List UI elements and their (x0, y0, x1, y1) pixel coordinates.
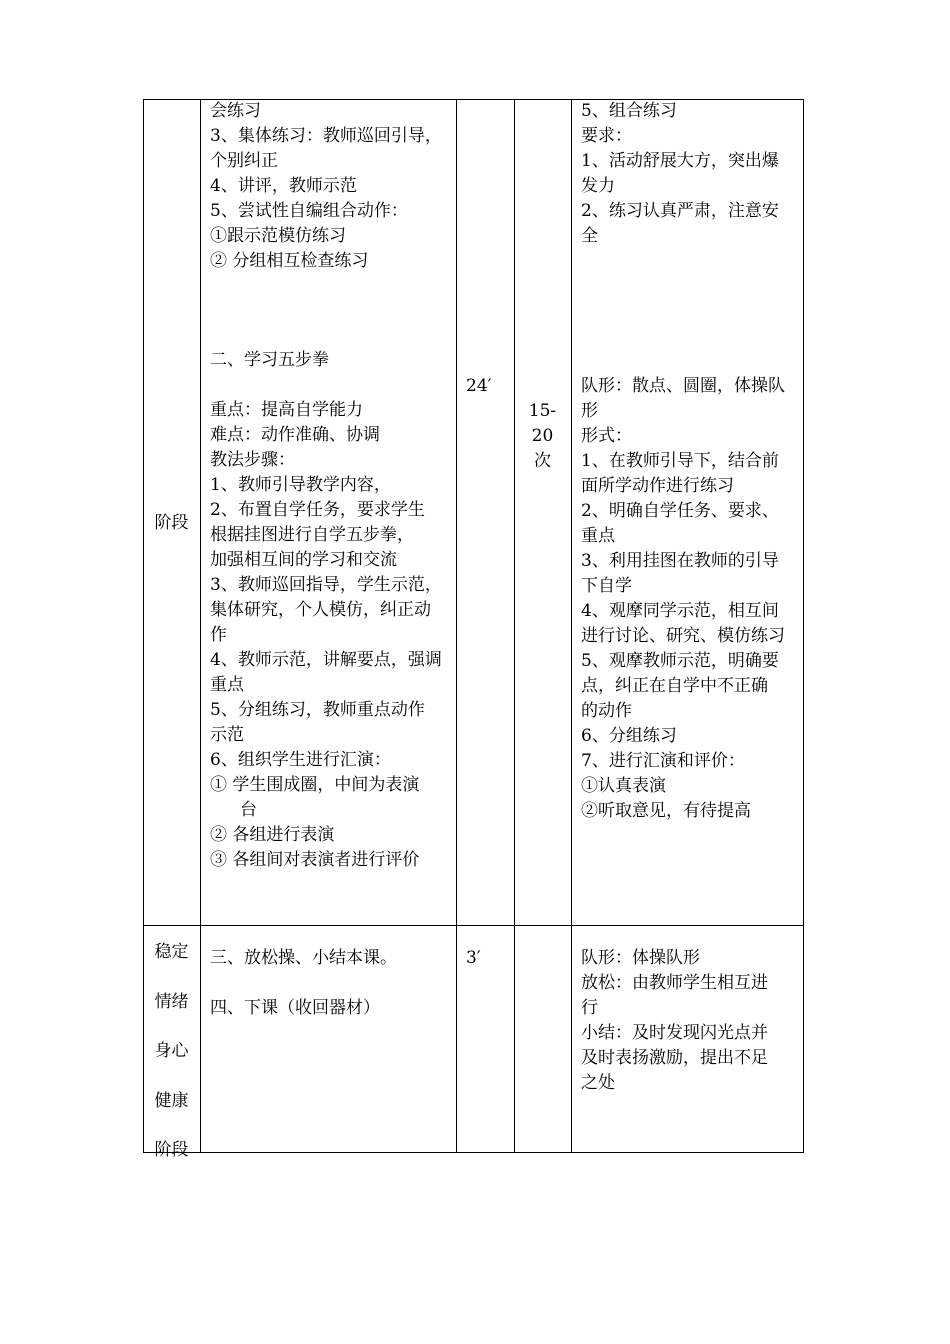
method-line: ②听取意见，有待提高 (581, 801, 751, 821)
table-border-right (803, 99, 804, 1153)
method-line: ①认真表演 (581, 776, 666, 796)
stage-label-char: 情绪 (154, 991, 189, 1012)
method-line: 点，纠正在自学中不正确 (581, 676, 768, 696)
time-cell (466, 946, 514, 971)
content-line: 重点：提高自学能力 (210, 400, 363, 420)
content-cell (210, 946, 454, 1021)
method-line: 1、活动舒展大方，突出爆 (581, 151, 779, 171)
content-line: 4、讲评，教师示范 (210, 176, 357, 196)
method-line: 2、练习认真严肃，注意安 (581, 201, 779, 221)
table-border-bottom (143, 1152, 804, 1153)
method-line: 5、组合练习 (581, 101, 677, 121)
column-divider (200, 99, 201, 1153)
content-line: 5、尝试性自编组合动作： (210, 201, 408, 221)
count-line: 20 (531, 426, 554, 446)
section-heading-text: 二、学习五步拳 (210, 350, 329, 370)
count-line: 15- (528, 401, 557, 421)
method-line: 面所学动作进行练习 (581, 476, 734, 496)
content-line: 教法步骤： (210, 450, 295, 470)
time-value: 24′ (466, 376, 492, 396)
method-line: 全 (581, 226, 598, 246)
stage-label-char: 身心 (154, 1041, 189, 1061)
content-line: 4、教师示范，讲解要点，强调 (210, 650, 442, 670)
content-line: 集体研究，个人模仿，纠正动 (210, 600, 431, 620)
content-line: ①跟示范模仿练习 (210, 226, 346, 246)
method-line: 之处 (581, 1073, 615, 1093)
method-line: 小结：及时发现闪光点并 (581, 1023, 768, 1043)
content-line: 加强相互间的学习和交流 (210, 550, 397, 570)
method-line: 下自学 (581, 576, 632, 596)
content-line: ① 学生围成圈，中间为表演 (210, 775, 420, 795)
content-line: 台 (240, 800, 257, 820)
content-line: ② 各组进行表演 (210, 825, 335, 845)
method-line: 的动作 (581, 701, 632, 721)
stage-label-char: 阶段 (154, 1140, 189, 1160)
method-line: 7、进行汇演和评价： (581, 751, 745, 771)
method-line: 放松：由教师学生相互进 (581, 973, 768, 993)
method-line: 3、利用挂图在教师的引导 (581, 551, 779, 571)
content-line: 会练习 (210, 101, 261, 121)
content-line: 难点：动作准确、协调 (210, 425, 380, 445)
content-line: 示范 (210, 725, 244, 745)
content-line (210, 971, 454, 996)
stage-label-char: 稳定 (154, 942, 189, 962)
count-cell (514, 399, 571, 474)
method-line: 形式： (581, 426, 632, 446)
section-heading (210, 348, 454, 373)
method-line: 及时表扬激励，提出不足 (581, 1048, 768, 1068)
content-line: 2、布置自学任务，要求学生 (210, 500, 425, 520)
method-line: 队形：散点、圆圈，体操队 (581, 376, 785, 396)
method-line: 要求： (581, 126, 632, 146)
method-line: 行 (581, 998, 598, 1018)
content-line: 5、分组练习，教师重点动作 (210, 700, 425, 720)
time-cell (466, 374, 514, 399)
stage-label-cell (143, 928, 200, 1176)
content-line: 作 (210, 625, 227, 645)
lesson-plan-table (143, 99, 804, 1160)
content-line: 3、集体练习：教师巡回引导， (210, 126, 442, 146)
method-line: 重点 (581, 526, 615, 546)
method-line: 6、分组练习 (581, 726, 677, 746)
column-divider (571, 99, 572, 1153)
method-cell (581, 946, 801, 1096)
content-line: 根据挂图进行自学五步拳， (210, 525, 414, 545)
time-value: 3′ (466, 948, 481, 968)
stage-label-char: 健康 (154, 1090, 189, 1111)
content-line: 三、放松操、小结本课。 (210, 948, 397, 968)
method-line: 形 (581, 401, 598, 421)
stage-label: 阶段 (154, 513, 189, 533)
method-line: 队形：体操队形 (581, 948, 700, 968)
method-line: 1、在教师引导下，结合前 (581, 451, 779, 471)
column-divider (514, 99, 515, 1153)
row-divider (143, 925, 804, 926)
method-cell-main (581, 374, 801, 824)
method-line: 2、明确自学任务、要求、 (581, 501, 779, 521)
method-line: 进行讨论、研究、模仿练习 (581, 626, 785, 646)
content-line: 四、下课（收回器材） (210, 998, 380, 1018)
method-cell-top (581, 99, 801, 249)
count-line: 次 (534, 451, 551, 471)
content-cell-main (210, 398, 454, 873)
method-line: 4、观摩同学示范，相互间 (581, 601, 779, 621)
content-line: ② 分组相互检查练习 (210, 251, 369, 271)
content-line: 重点 (210, 675, 244, 695)
column-divider (456, 99, 457, 1153)
stage-label-cell (143, 511, 200, 536)
content-line: 6、组织学生进行汇演： (210, 750, 391, 770)
content-line: 1、教师引导教学内容， (210, 475, 391, 495)
method-line: 5、观摩教师示范，明确要 (581, 651, 779, 671)
content-line: 个别纠正 (210, 151, 278, 171)
content-line: ③ 各组间对表演者进行评价 (210, 850, 420, 870)
method-line: 发力 (581, 176, 615, 196)
content-line: 3、教师巡回指导，学生示范， (210, 575, 442, 595)
content-cell-top (210, 99, 454, 274)
